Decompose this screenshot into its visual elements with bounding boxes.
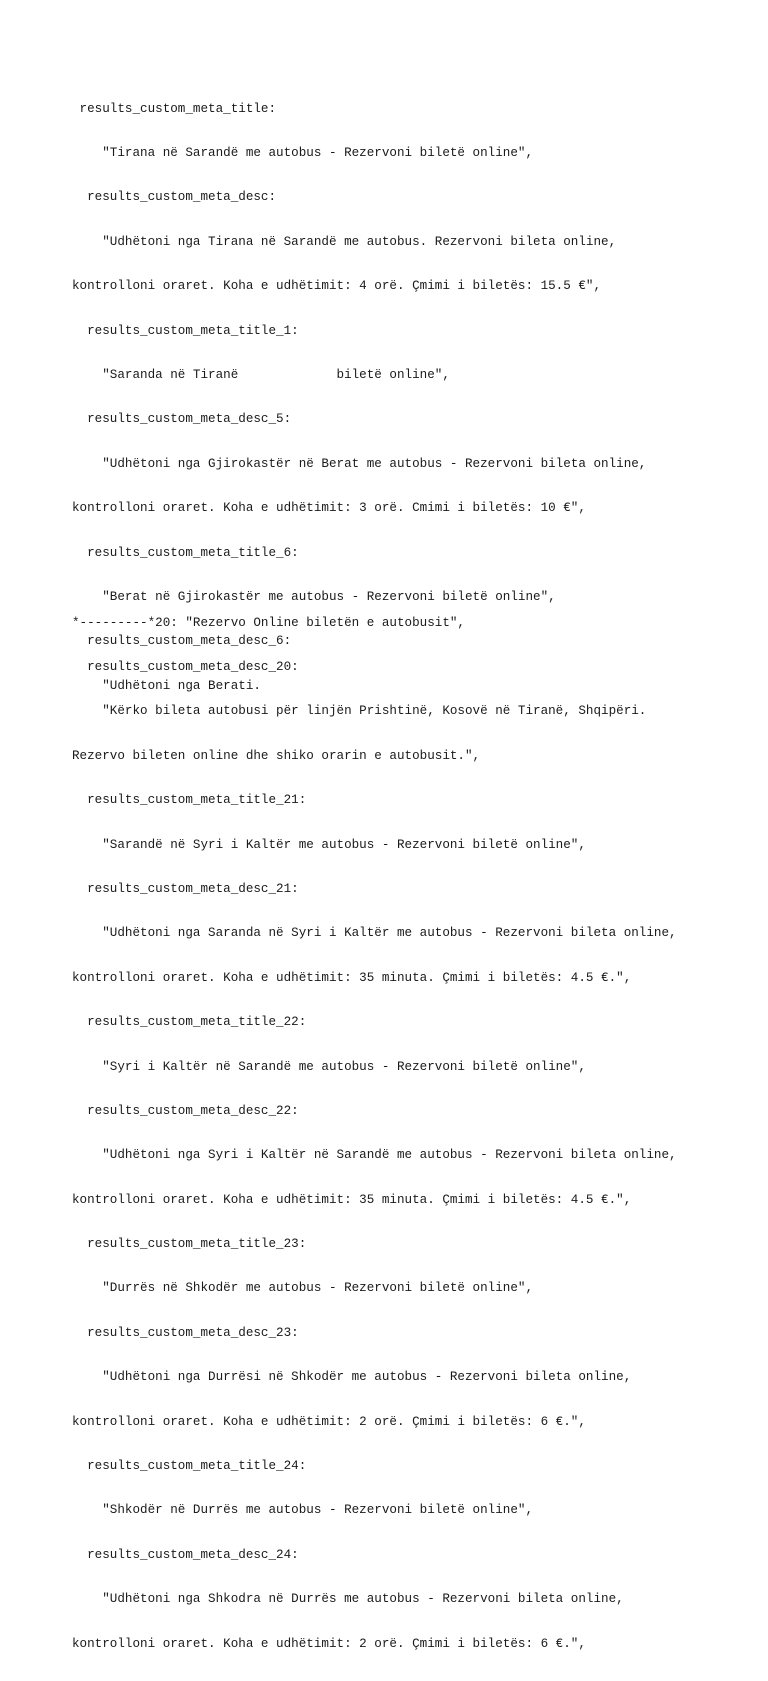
text-line: kontrolloni oraret. Koha e udhëtimit: 35 minuta. Çmimi i biletës: 4.5 €.", — [72, 970, 632, 985]
text-line: "Udhëtoni nga Saranda në Syri i Kaltër me autobus - Rezervoni bileta online, — [72, 926, 677, 941]
text-line: results_custom_meta_desc_20: — [72, 659, 299, 674]
text-line: "Udhëtoni nga Shkodra në Durrës me autobus - Rezervoni bileta online, — [72, 1592, 624, 1607]
text-line: "Udhëtoni nga Durrësi në Shkodër me autobus - Rezervoni bileta online, — [72, 1370, 632, 1385]
text-line: results_custom_meta_title_24: — [72, 1459, 307, 1474]
text-block-bottom — [72, 586, 762, 1681]
text-line: kontrolloni oraret. Koha e udhëtimit: 3 orë. Cmimi i biletës: 10 €", — [72, 501, 586, 516]
text-line: results_custom_meta_title_1: — [72, 323, 299, 338]
text-line: results_custom_meta_title_6: — [72, 545, 299, 560]
text-line: "Sarandë në Syri i Kaltër me autobus - Rezervoni biletë online", — [72, 837, 586, 852]
text-line: "Udhëtoni nga Syri i Kaltër në Sarandë me autobus - Rezervoni bileta online, — [72, 1148, 677, 1163]
text-line: results_custom_meta_desc_6: — [72, 634, 292, 649]
text-line: results_custom_meta_title: — [72, 101, 277, 116]
text-line: "Syri i Kaltër në Sarandë me autobus - Rezervoni biletë online", — [72, 1059, 586, 1074]
text-line: results_custom_meta_desc_24: — [72, 1547, 299, 1562]
text-line: *---------*20: "Rezervo Online biletën e autobusit", — [72, 615, 465, 630]
text-line: kontrolloni oraret. Koha e udhëtimit: 2 orë. Çmimi i biletës: 6 €.", — [72, 1414, 586, 1429]
text-line: results_custom_meta_desc: — [72, 190, 277, 205]
text-line: "Tirana në Sarandë me autobus - Rezervoni biletë online", — [72, 145, 534, 160]
text-line: results_custom_meta_title_22: — [72, 1015, 307, 1030]
text-line: kontrolloni oraret. Koha e udhëtimit: 4 orë. Çmimi i biletës: 15.5 €", — [72, 279, 602, 294]
text-line: "Udhëtoni nga Tirana në Sarandë me autobus. Rezervoni bileta online, — [72, 234, 617, 249]
text-line: results_custom_meta_title_21: — [72, 793, 307, 808]
text-line: results_custom_meta_desc_22: — [72, 1103, 299, 1118]
text-line: kontrolloni oraret. Koha e udhëtimit: 2 orë. Çmimi i biletës: 6 €.", — [72, 1636, 586, 1651]
text-line: "Saranda në Tiranë biletë online", — [72, 367, 450, 382]
text-line: "Berat në Gjirokastër me autobus - Rezervoni biletë online", — [72, 589, 556, 604]
text-line: results_custom_meta_desc_23: — [72, 1325, 299, 1340]
text-line: results_custom_meta_title_23: — [72, 1237, 307, 1252]
text-line: "Udhëtoni nga Gjirokastër në Berat me autobus - Rezervoni bileta online, — [72, 456, 647, 471]
text-line: "Durrës në Shkodër me autobus - Rezervoni biletë online", — [72, 1281, 534, 1296]
text-line: results_custom_meta_desc_21: — [72, 881, 299, 896]
text-line: "Shkodër në Durrës me autobus - Rezervoni biletë online", — [72, 1503, 534, 1518]
text-line: Rezervo bileten online dhe shiko orarin e autobusit.", — [72, 748, 481, 763]
text-line: results_custom_meta_desc_5: — [72, 412, 292, 427]
text-line: "Kërko bileta autobusi për linjën Prishtinë, Kosovë në Tiranë, Shqipëri. — [72, 704, 647, 719]
text-line: kontrolloni oraret. Koha e udhëtimit: 35 minuta. Çmimi i biletës: 4.5 €.", — [72, 1192, 632, 1207]
text-line: "Udhëtoni nga Berati. — [72, 678, 261, 693]
